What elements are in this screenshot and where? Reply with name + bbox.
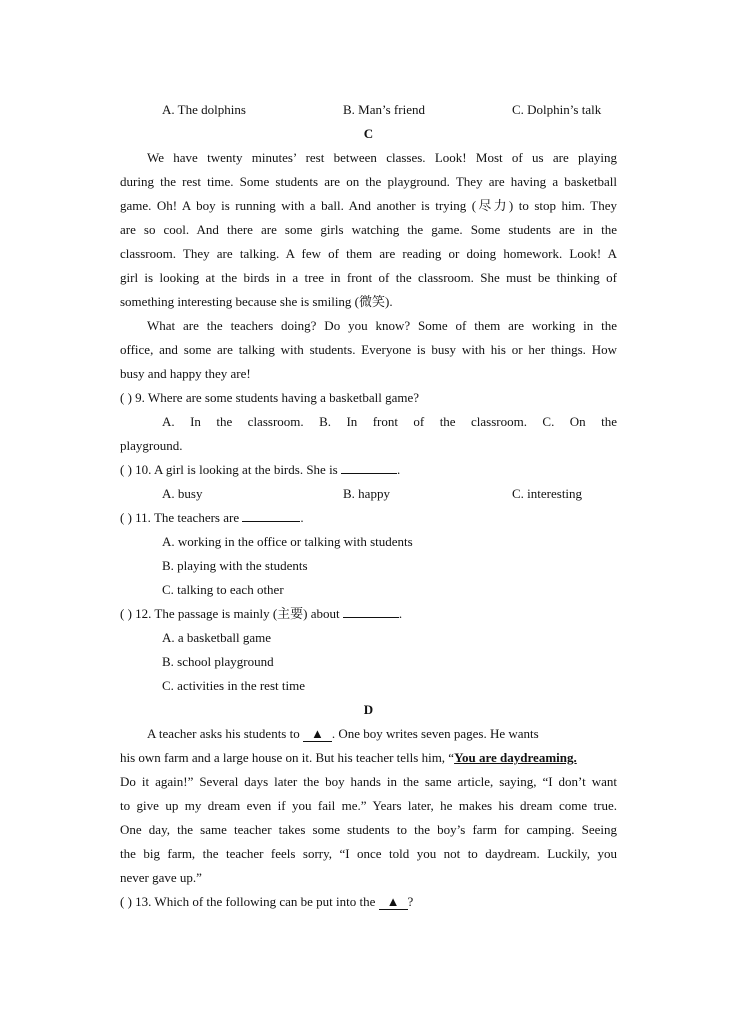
question-11-option-c: C. talking to each other — [162, 582, 284, 597]
option-c-dolphins-talk: C. Dolphin’s talk — [512, 102, 602, 117]
question-9-options-cont: playground. — [120, 438, 183, 453]
question-12-text: ( ) 12. The passage is mainly (主要) about — [120, 606, 343, 621]
passage-d-line: the big farm, the teacher feels sorry, “I once told you not to daydream. Luckily, you — [120, 846, 617, 861]
question-9-stem: ( ) 9. Where are some students having a basketball game? — [120, 390, 420, 405]
question-11-text: ( ) 11. The teachers are — [120, 510, 243, 525]
question-12-option-b: B. school playground — [162, 654, 274, 669]
passage-d-line — [120, 746, 617, 770]
passage-c-line: something interesting because she is smiling (微笑). — [120, 294, 393, 309]
passage-d-text: . One boy writes seven pages. He wants — [331, 726, 539, 741]
passage-d-text: his own farm and a large house on it. But his teacher tells him, “ — [120, 750, 455, 765]
section-c-heading: C — [363, 126, 374, 141]
passage-d-line: Do it again!” Several days later the boy hands in the same article, saying, “I don’t want — [120, 774, 617, 789]
answer-blank — [341, 459, 397, 474]
passage-c-line: We have twenty minutes’ rest between classes. Look! Most of us are playing — [147, 150, 617, 165]
question-10-end: . — [397, 462, 401, 477]
passage-c-line: classroom. They are talking. A few of them are reading or doing homework. Look! A — [120, 246, 617, 261]
question-10-stem — [120, 458, 617, 482]
question-12-option-a: A. a basketball game — [162, 630, 272, 645]
passage-c-line: office, and some are talking with students. Everyone is busy with his or her things. How — [120, 342, 617, 357]
question-10-text: ( ) 10. A girl is looking at the birds. She is — [120, 462, 341, 477]
option-b-mans-friend: B. Man’s friend — [343, 102, 425, 117]
question-11-option-b: B. playing with the students — [162, 558, 308, 573]
question-10-option-c: C. interesting — [512, 486, 583, 501]
answer-blank — [242, 507, 300, 522]
passage-c-line: are so cool. And there are some girls watching the game. Some students are in the — [120, 222, 617, 237]
emphasized-quote: You are daydreaming. — [454, 750, 577, 765]
option-a-dolphins: A. The dolphins — [162, 102, 246, 117]
question-11-stem — [120, 506, 617, 530]
passage-c-line: What are the teachers doing? Do you know? Some of them are working in the — [147, 318, 617, 333]
question-12-option-c: C. activities in the rest time — [162, 678, 305, 693]
passage-d-line: never gave up.” — [120, 870, 202, 885]
question-13-stem — [120, 890, 617, 914]
passage-d-text: A teacher asks his students to — [147, 726, 303, 741]
passage-d-line — [120, 722, 617, 746]
passage-c-line: girl is looking at the birds in a tree in front of the classroom. She must be thinking of — [120, 270, 617, 285]
passage-c-line: game. Oh! A boy is running with a ball. And another is trying (尽力) to stop him. They — [120, 198, 617, 213]
question-13-end: ? — [407, 894, 414, 909]
passage-c-line: busy and happy they are! — [120, 366, 251, 381]
question-9-options: A. In the classroom. B. In front of the classroom. C. On the — [162, 414, 617, 429]
section-d-heading: D — [363, 702, 374, 717]
answer-blank-triangle: ▲ — [379, 895, 408, 910]
answer-blank-triangle: ▲ — [303, 727, 332, 742]
question-13-text: ( ) 13. Which of the following can be put into the — [120, 894, 379, 909]
question-12-end: . — [398, 606, 403, 621]
question-11-end: . — [300, 510, 304, 525]
passage-c-line: during the rest time. Some students are on the playground. They are having a basketball — [120, 174, 617, 189]
question-11-option-a: A. working in the office or talking with students — [162, 534, 413, 549]
passage-d-line: One day, the same teacher takes some students to the boy’s farm for camping. Seeing — [120, 822, 617, 837]
question-12-stem — [120, 602, 617, 626]
question-10-option-a: A. busy — [162, 486, 203, 501]
question-10-option-b: B. happy — [343, 486, 390, 501]
answer-blank — [343, 603, 399, 618]
passage-d-line: to give up my dream even if you fail me.” Years later, he makes his dream come true. — [120, 798, 617, 813]
